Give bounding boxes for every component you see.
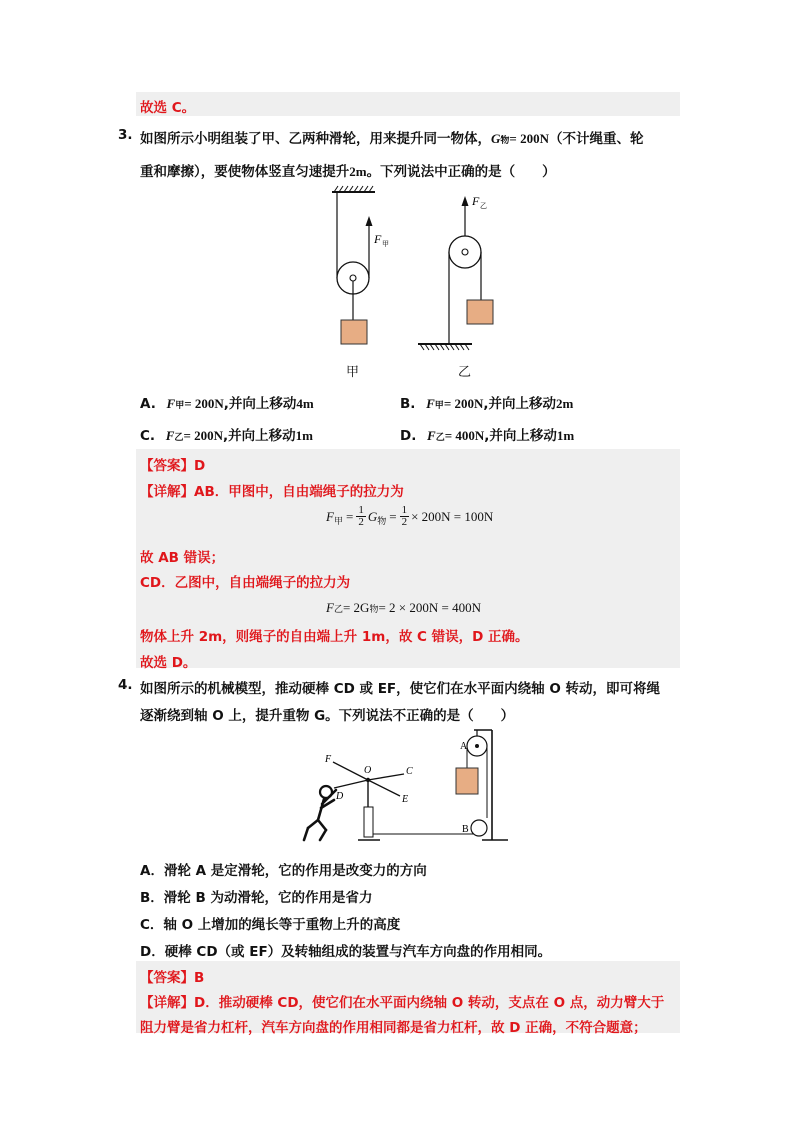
q3-label-jia: 甲	[346, 365, 360, 380]
q3-equation-1	[326, 505, 493, 528]
q3-stem-line2-end: 。下列说法中正确的是（ ）	[366, 164, 556, 180]
q3-option-a[interactable]	[140, 392, 314, 412]
prev-answer-conclusion: 故选 C。	[140, 100, 196, 116]
eq1-eq1: =	[345, 508, 354, 524]
prev-answer-band	[136, 92, 680, 116]
eq1-lhs-sub: 甲	[333, 517, 343, 527]
q3-number: 3.	[118, 127, 133, 143]
q3-stem-line1	[140, 127, 643, 147]
q3-option-a-val: = 200N	[184, 396, 224, 411]
jia-ceiling	[332, 186, 375, 192]
q3-stem-line1-end: （不计绳重、轮	[548, 131, 644, 147]
yi-load-block	[467, 300, 493, 324]
q4-label-f: F	[325, 754, 332, 765]
q3-option-c-val: = 200N	[183, 428, 223, 443]
q4-option-c[interactable]: C．轴 O 上增加的绳长等于重物上升的高度	[140, 917, 401, 933]
q3-option-b-dist: 2m	[556, 396, 574, 411]
q4-rod-d	[334, 780, 368, 788]
q3-option-c[interactable]	[140, 424, 313, 444]
q3-option-c-label: C.	[140, 428, 156, 444]
q3-g-sub: 物	[500, 136, 510, 146]
q3-equation-2	[326, 597, 481, 616]
q3-option-d[interactable]	[400, 424, 574, 444]
eq2-lhs: F	[326, 600, 334, 615]
q4-rod-e	[368, 780, 400, 796]
q4-axle-stand	[364, 807, 373, 837]
q4-label-a: A	[460, 741, 468, 752]
q4-option-a[interactable]: A．滑轮 A 是定滑轮，它的作用是改变力的方向	[140, 863, 427, 879]
eq2-rhs1: = 2G	[342, 600, 370, 615]
q3-option-a-dist: 4m	[296, 396, 314, 411]
eq2-lhs-sub: 乙	[333, 605, 343, 615]
q3-stem-line2	[140, 160, 556, 180]
jia-force-label: F	[374, 232, 382, 246]
q3-g-val: = 200N	[509, 131, 549, 146]
q3-option-d-text: ,并向上移动	[484, 428, 557, 444]
yi-ground	[418, 344, 472, 350]
q3-option-b-text: ,并向上移动	[483, 396, 556, 412]
q4-label-c: C	[406, 766, 413, 777]
q3-option-d-sub: 乙	[435, 433, 445, 443]
q3-stem-line2-val: 2m	[349, 164, 367, 179]
q3-label-yi: 乙	[458, 365, 472, 380]
q3-option-b-var: F	[426, 396, 435, 411]
q4-rod-f	[333, 762, 368, 780]
q3-option-a-text: ,并向上移动	[223, 396, 297, 412]
q3-option-d-val: = 400N	[444, 428, 485, 443]
jia-force-label-sub: 甲	[382, 240, 389, 248]
q3-detail-line3: CD．乙图中，自由端绳子的拉力为	[140, 575, 351, 591]
eq1-frac2-den: 2	[401, 516, 408, 528]
q3-option-b-label: B.	[400, 396, 416, 412]
q4-option-b[interactable]: B．滑轮 B 为动滑轮，它的作用是省力	[140, 890, 373, 906]
q3-option-c-sub: 乙	[174, 433, 184, 443]
q4-label-e: E	[402, 794, 409, 805]
q3-answer: 【答案】D	[140, 458, 206, 474]
eq1-frac1-den: 2	[358, 516, 364, 528]
q4-load-g	[456, 768, 478, 794]
q4-rod-c	[368, 774, 404, 780]
q4-label-d: D	[336, 791, 344, 802]
eq1-rhs: × 200N = 100N	[411, 508, 494, 524]
eq1-eq2: =	[389, 508, 397, 524]
q3-detail-line5: 故选 D。	[140, 655, 197, 671]
q3-option-d-label: D.	[400, 428, 417, 444]
q3-stem-line2-text: 重和摩擦），要使物体竖直匀速提升	[140, 164, 350, 180]
q3-option-c-var: F	[165, 428, 175, 443]
eq1-g: G	[367, 508, 378, 524]
q3-option-a-sub: 甲	[175, 401, 185, 411]
jia-force-arrow	[366, 216, 373, 226]
q3-option-b-sub: 甲	[434, 401, 444, 411]
eq2-g-sub: 物	[369, 605, 379, 615]
eq1-frac2-num: 1	[401, 504, 408, 516]
q3-option-d-var: F	[427, 428, 436, 443]
q4-person	[304, 786, 336, 840]
q3-option-a-var: F	[166, 396, 176, 411]
q4-label-o: O	[364, 765, 372, 776]
q3-option-c-dist: 1m	[295, 428, 313, 443]
q4-mechanism-figure	[296, 722, 520, 848]
q3-detail-line1: 【详解】AB．甲图中，自由端绳子的拉力为	[140, 484, 404, 500]
yi-force-label: F	[472, 194, 480, 208]
q4-stem-line2: 逐渐绕到轴 O 上，提升重物 G。下列说法不正确的是（ ）	[140, 708, 515, 724]
q4-detail-line2: 阻力臂是省力杠杆，汽车方向盘的作用相同都是省力杠杆，故 D 正确，不符合题意；	[140, 1020, 647, 1036]
eq1-frac2	[400, 505, 410, 528]
q3-option-d-dist: 1m	[556, 428, 575, 443]
q3-stem-line1-text: 如图所示小明组装了甲、乙两种滑轮，用来提升同一物体，	[140, 131, 491, 147]
eq1-frac1-num: 1	[358, 504, 364, 516]
q3-option-a-label: A.	[140, 396, 156, 412]
q3-detail-line2: 故 AB 错误；	[140, 550, 225, 566]
q3-option-b-val: = 200N	[443, 396, 484, 411]
q4-stem-line1: 如图所示的机械模型，推动硬棒 CD 或 EF，使它们在水平面内绕轴 O 转动，即可将绳	[140, 681, 661, 697]
q3-option-c-text: ,并向上移动	[222, 428, 296, 444]
q4-detail-line1: 【详解】D．推动硬棒 CD，使它们在水平面内绕轴 O 转动，支点在 O 点，动力臂大于	[140, 995, 665, 1011]
eq1-lhs: F	[326, 508, 334, 524]
q4-answer: 【答案】B	[140, 970, 205, 986]
eq2-rhs2: = 2 × 200N = 400N	[378, 600, 481, 615]
q4-label-b: B	[462, 824, 469, 835]
q4-number: 4.	[118, 677, 133, 693]
eq1-frac1	[356, 505, 366, 528]
jia-load-block	[341, 320, 367, 344]
q3-option-b[interactable]	[400, 392, 573, 412]
q3-detail-line4: 物体上升 2m，则绳子的自由端上升 1m，故 C 错误，D 正确。	[140, 629, 529, 645]
q3-pulley-figure	[320, 180, 520, 380]
q4-option-d[interactable]: D．硬棒 CD（或 EF）及转轴组成的装置与汽车方向盘的作用相同。	[140, 944, 552, 960]
q3-g-var: G	[491, 131, 501, 146]
yi-force-arrow	[462, 196, 469, 206]
eq1-g-sub: 物	[377, 517, 387, 527]
yi-force-label-sub: 乙	[480, 202, 487, 210]
